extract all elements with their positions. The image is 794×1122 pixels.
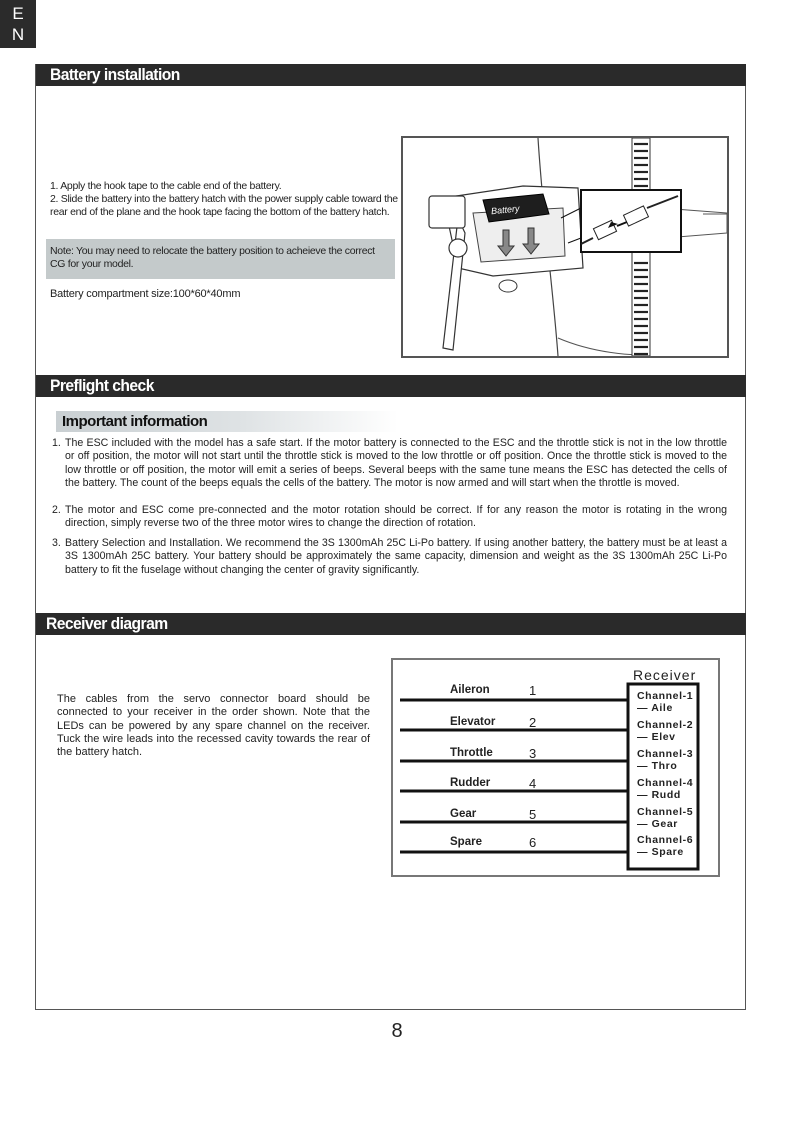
preflight-item-number: 1. [52, 437, 61, 449]
receiver-channel-row [400, 834, 693, 858]
channel-function-label: Aileron [450, 684, 490, 696]
section-header-receiver [36, 613, 746, 635]
battery-step-1: 1. Apply the hook tape to the cable end of the battery. [50, 180, 282, 192]
receiver-channel-label: Channel-1 [637, 690, 694, 702]
receiver-channel-label: Channel-3 [637, 748, 694, 760]
channel-number: 2 [529, 715, 537, 730]
receiver-channel-row [400, 746, 693, 772]
page-number: 8 [391, 1020, 403, 1042]
battery-label: Battery [490, 203, 520, 217]
preflight-item-2 [52, 504, 727, 531]
channel-number: 3 [529, 746, 537, 761]
section-header-preflight [36, 375, 746, 397]
section-title-preflight: Preflight check [50, 376, 154, 395]
receiver-wiring-svg [393, 660, 718, 875]
channel-number: 1 [529, 683, 537, 698]
channel-function-label: Throttle [450, 747, 493, 759]
receiver-channel-short: — Gear [637, 818, 678, 830]
battery-step-2: 2. Slide the battery into the battery hatch with the power supply cable toward the rear end of the plane and the hook tape facing the bottom of the battery hatch. [50, 193, 398, 218]
preflight-item-text: Battery Selection and Installation. We recommend the 3S 1300mAh 25C Li-Po battery. If using another battery, the battery must be at least a 3S 1300mAh 25C battery. Your battery should be approximately the same capacity, dimension and weight as the 3S 1300mAh 25C Li-Po battery to fit the fuselage without changing the center of gravity significantly. [65, 537, 727, 576]
section-title-receiver: Receiver diagram [46, 614, 168, 633]
receiver-wiring-diagram [391, 658, 720, 877]
channel-function-label: Rudder [450, 777, 491, 789]
battery-note-text: Note: You may need to relocate the battery position to acheieve the correct CG for your model. [50, 245, 375, 270]
receiver-channel-label: Channel-2 [637, 719, 694, 731]
lang-letter-e: E [12, 4, 24, 23]
receiver-channel-short: — Aile [637, 702, 673, 714]
receiver-channel-short: — Thro [637, 760, 678, 772]
battery-installation-illustration [401, 136, 729, 358]
preflight-item-number: 2. [52, 504, 61, 516]
receiver-channel-short: — Elev [637, 731, 676, 743]
channel-number: 5 [529, 807, 537, 822]
battery-compartment-size: Battery compartment size:100*60*40mm [50, 288, 241, 300]
preflight-item-3 [52, 537, 727, 577]
section-title-battery: Battery installation [50, 65, 180, 84]
receiver-channel-label: Channel-6 [637, 834, 694, 846]
important-information-heading [56, 411, 398, 432]
receiver-channel-row [400, 806, 693, 830]
receiver-channel-row [400, 776, 693, 801]
channel-number: 4 [529, 776, 537, 791]
channel-function-label: Elevator [450, 716, 496, 728]
channel-function-label: Gear [450, 808, 477, 820]
preflight-item-text: The ESC included with the model has a safe start. If the motor battery is connected to the ESC and the throttle stick is not in the low throttle or off position, the motor will not start until the throttle stick is moved to the low throttle or off position. Once the throttle stick is moved to the low throttle or off position, the motor will emit a series of beeps. Several beeps with the same tune means the ESC has detected the cells of the battery. The count of the beeps equals the cells of the battery. The motor is now armed and will start when the throttle is moved. [65, 437, 727, 490]
preflight-item-number: 3. [52, 537, 61, 549]
preflight-item-text: The motor and ESC come pre-connected and the motor rotation should be correct. If for any reason the motor is rotating in the wrong direction, simply reverse two of the three motor wires to change the direction of rotation. [65, 504, 727, 530]
receiver-channel-label: Channel-4 [637, 777, 694, 789]
section-header-battery [36, 64, 746, 86]
receiver-instructions: The cables from the servo connector board should be connected to your receiver in the order shown. Note that the LEDs can be powered by any spare channel on the receiver. Tuck the wire leads into the recessed cavity towards the rear of the battery hatch. [57, 693, 370, 759]
receiver-title: Receiver [633, 667, 697, 683]
receiver-channel-short: — Spare [637, 846, 684, 858]
receiver-channel-short: — Rudd [637, 789, 681, 801]
receiver-channel-row [400, 715, 693, 743]
lang-letter-n: N [11, 25, 25, 44]
receiver-channel-label: Channel-5 [637, 806, 694, 818]
airplane-battery-drawing [403, 138, 727, 356]
channel-function-label: Spare [450, 836, 482, 848]
preflight-item-1 [52, 437, 727, 491]
important-information-title: Important information [62, 413, 208, 430]
language-tab [0, 0, 36, 48]
channel-number: 6 [529, 835, 537, 850]
battery-note [46, 239, 395, 279]
